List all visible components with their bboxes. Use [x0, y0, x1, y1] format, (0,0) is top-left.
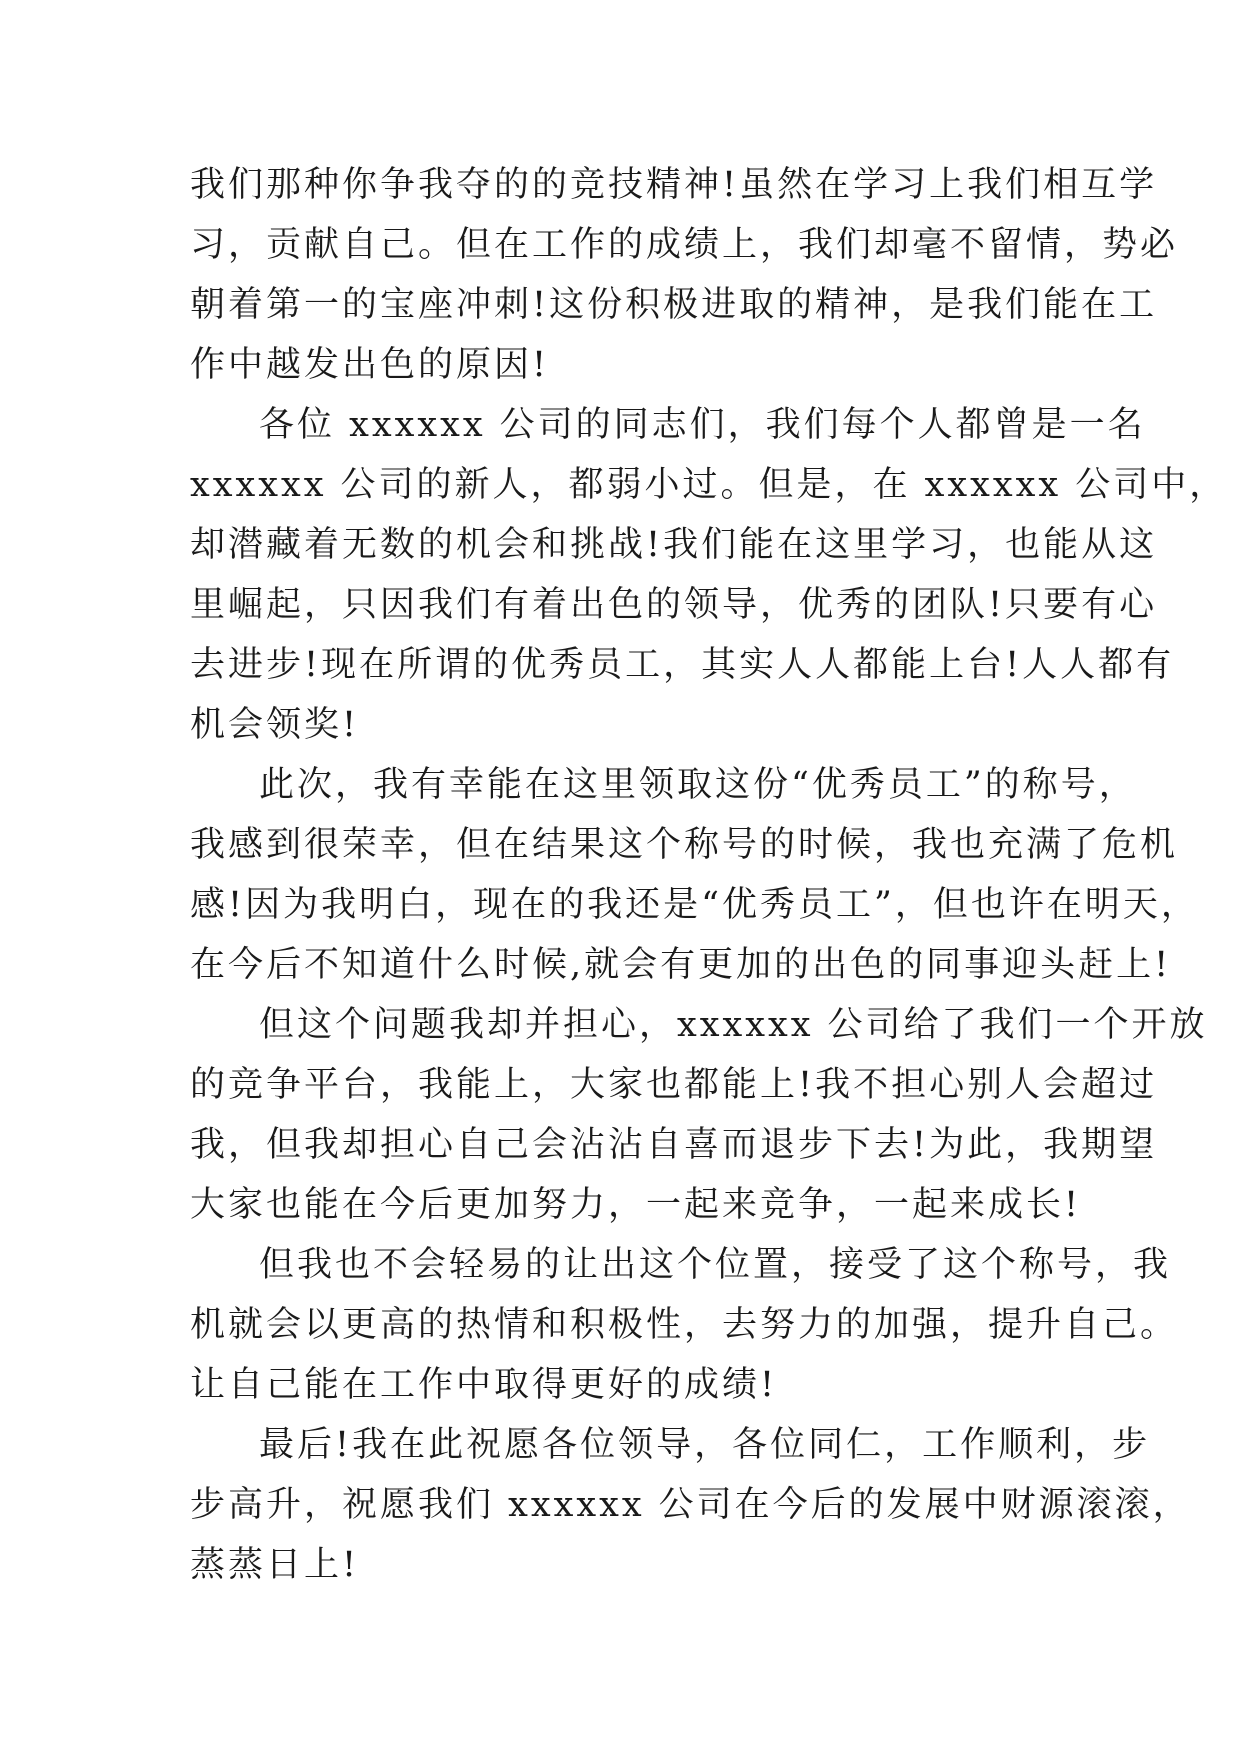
text-line-20: 机就会以更高的热情和积极性，去努力的加强，提升自己。 [190, 1305, 1179, 1345]
text-line-23: 步高升，祝愿我们 xxxxxx 公司在今后的发展中财源滚滚， [190, 1485, 1191, 1525]
text-line-24: 蒸蒸日上! [190, 1545, 360, 1585]
text-line-1: 我们那种你争我夺的的竞技精神!虽然在学习上我们相互学 [190, 165, 1158, 205]
text-line-12: 我感到很荣幸，但在结果这个称号的时候，我也充满了危机 [190, 825, 1179, 865]
paragraph-start-line-5: 各位 xxxxxx 公司的同志们，我们每个人都曾是一名 [259, 405, 1146, 445]
text-line-17: 我，但我却担心自己会沾沾自喜而退步下去!为此，我期望 [190, 1125, 1158, 1165]
text-line-2: 习，贡献自己。但在工作的成绩上，我们却毫不留情，势必 [190, 225, 1179, 265]
text-line-6: xxxxxx 公司的新人，都弱小过。但是，在 xxxxxx 公司中， [190, 465, 1228, 505]
text-line-14: 在今后不知道什么时候,就会有更加的出色的同事迎头赶上! [190, 945, 1172, 985]
paragraph-start-line-11: 此次，我有幸能在这里领取这份“优秀员工”的称号， [259, 765, 1137, 805]
text-line-13: 感!因为我明白，现在的我还是“优秀员工”，但也许在明天， [190, 885, 1199, 925]
text-line-21: 让自己能在工作中取得更好的成绩! [190, 1365, 778, 1405]
paragraph-start-line-22: 最后!我在此祝愿各位领导，各位同仁，工作顺利，步 [259, 1425, 1151, 1465]
text-line-4: 作中越发出色的原因! [190, 345, 550, 385]
text-line-7: 却潜藏着无数的机会和挑战!我们能在这里学习，也能从这 [190, 525, 1158, 565]
paragraph-start-line-19: 但我也不会轻易的让出这个位置，接受了这个称号，我 [259, 1245, 1172, 1285]
text-line-8: 里崛起，只因我们有着出色的领导，优秀的团队!只要有心 [190, 585, 1158, 625]
text-line-18: 大家也能在今后更加努力，一起来竞争，一起来成长! [190, 1185, 1082, 1225]
text-line-10: 机会领奖! [190, 705, 360, 745]
text-line-9: 去进步!现在所谓的优秀员工，其实人人都能上台!人人都有 [190, 645, 1175, 685]
text-line-16: 的竞争平台，我能上，大家也都能上!我不担心别人会超过 [190, 1065, 1158, 1105]
text-line-3: 朝着第一的宝座冲刺!这份积极进取的精神，是我们能在工 [190, 285, 1158, 325]
paragraph-start-line-15: 但这个问题我却并担心，xxxxxx 公司给了我们一个开放 [259, 1005, 1208, 1045]
